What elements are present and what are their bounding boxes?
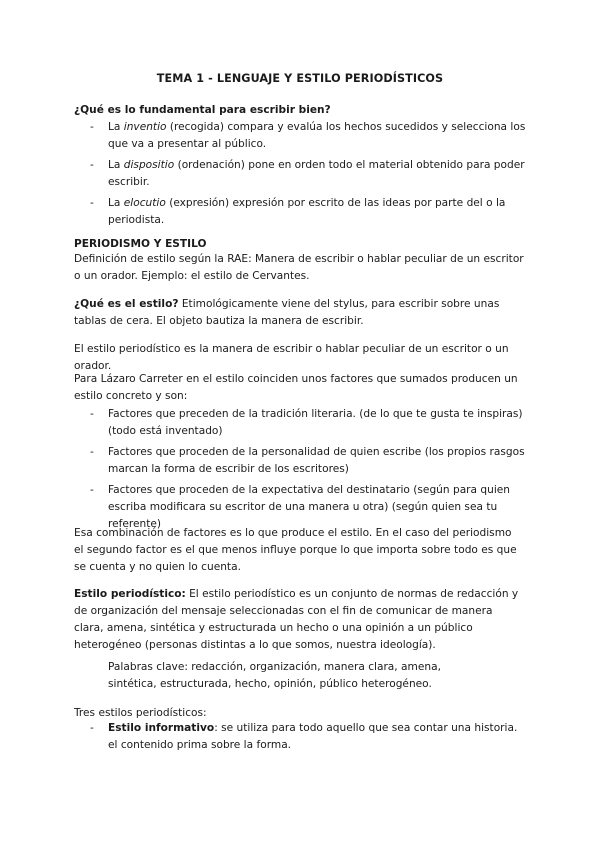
style-item-text: : se utiliza para todo aquello que sea contar una historia. el contenido prima sobre la forma. [108, 722, 518, 751]
item-text: (recogida) compara y evalúa los hechos sucedidos y selecciona los que va a presentar al público. [108, 121, 526, 150]
factor-text: Factores que proceden de la expectativa del destinatario (según para quien escriba modificara su escritor de una manera u otra) (según quien sea tu referente) [108, 484, 511, 530]
document-title: TEMA 1 - LENGUAJE Y ESTILO PERIODÍSTICOS [156, 72, 444, 85]
style-question-paragraph [74, 296, 524, 330]
dash-marker: - [90, 446, 94, 458]
item-term: inventio [123, 121, 167, 133]
dash-marker: - [90, 159, 94, 171]
factors-list [74, 406, 526, 533]
dash-marker: - [90, 121, 94, 133]
factor-text: Factores que proceden de la personalidad de quien escribe (los propios rasgos marcan la forma de escribir de los escritores) [108, 446, 525, 475]
periodistic-style-paragraph: El estilo periodístico es la manera de escribir o hablar peculiar de un escritor o un orador. [74, 343, 509, 372]
question-heading-fundamentals: ¿Qué es lo fundamental para escribir bien? [74, 104, 331, 116]
list-item [74, 119, 526, 153]
dash-marker: - [90, 197, 94, 209]
style-question-label: ¿Qué es el estilo? [74, 298, 179, 310]
estilo-periodistico-text: El estilo periodístico es un conjunto de normas de redacción y de organización del mensaje seleccionadas con el fin de comunicar de manera clara, amena, sintética y estructurada un hecho o una opinión a un público heterogéneo (personas distintas a lo que somos, nuestra ideología). [74, 588, 519, 651]
styles-list [74, 720, 526, 754]
item-term: elocutio [123, 197, 166, 209]
estilo-periodistico-paragraph [74, 586, 524, 654]
carreter-intro-paragraph: Para Lázaro Carreter en el estilo coinciden unos factores que sumados producen un estilo concreto y son: [74, 373, 518, 402]
style-item-label: Estilo informativo [108, 722, 215, 734]
list-item [74, 157, 526, 191]
item-prefix: La [108, 159, 124, 171]
combination-paragraph: Esa combinación de factores es lo que produce el estilo. En el caso del periodismo el segundo factor es el que menos influye porque lo que importa sobre todo es que se cuenta y no quien lo cuenta. [74, 527, 517, 573]
item-prefix: La [108, 121, 124, 133]
keywords-paragraph: Palabras clave: redacción, organización, manera clara, amena, sintética, estructurada, hecho, opinión, público heterogéneo. [108, 661, 441, 690]
dash-marker: - [90, 408, 94, 420]
style-question-text: Etimológicamente viene del stylus, para escribir sobre unas tablas de cera. El objeto bautiza la manera de escribir. [74, 298, 500, 327]
list-item [74, 720, 526, 754]
dash-marker: - [90, 722, 94, 734]
three-styles-intro: Tres estilos periodísticos: [74, 707, 207, 719]
fundamentals-list [74, 119, 526, 229]
item-term: dispositio [123, 159, 175, 171]
section-heading: PERIODISMO Y ESTILO [74, 238, 207, 250]
estilo-periodistico-label: Estilo periodístico: [74, 588, 186, 600]
dash-marker: - [90, 484, 94, 496]
list-item [74, 195, 526, 229]
definition-paragraph: Definición de estilo según la RAE: Manera de escribir o hablar peculiar de un escritor o un orador. Ejemplo: el estilo de Cervantes. [74, 253, 524, 282]
item-text: (ordenación) pone en orden todo el material obtenido para poder escribir. [108, 159, 525, 188]
list-item [74, 444, 526, 478]
list-item [74, 406, 526, 440]
item-prefix: La [108, 197, 124, 209]
factor-text: Factores que preceden de la tradición literaria. (de lo que te gusta te inspiras) (todo está inventado) [108, 408, 523, 437]
item-text: (expresión) expresión por escrito de las ideas por parte del o la periodista. [108, 197, 506, 226]
